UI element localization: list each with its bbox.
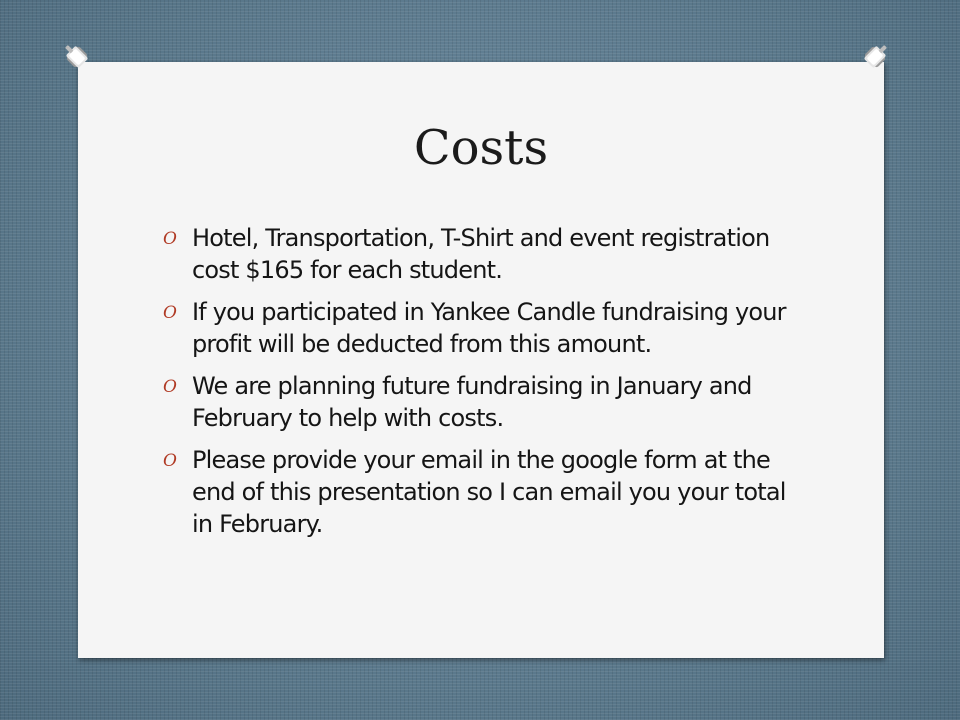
bullet-item-yankee-candle [163,296,803,360]
bullet-marker: O [163,451,177,471]
slide-title: Costs [413,120,549,176]
bullet-marker: O [163,229,177,249]
pushpin-icon [60,40,94,74]
bullet-marker: O [163,303,177,323]
bullet-text: Please provide your email in the google form at the end of this presentation so I can email you your total in February. [192,446,786,538]
bullet-item-hotel-cost [163,222,803,286]
bullet-marker: O [163,377,177,397]
bullet-text: If you participated in Yankee Candle fundraising your profit will be deducted from this amount. [192,298,786,358]
bullet-list [163,222,803,550]
bullet-item-provide-email [163,444,803,540]
pushpin-icon [858,40,892,74]
bullet-text: We are planning future fundraising in January and February to help with costs. [192,372,752,432]
bullet-text: Hotel, Transportation, T-Shirt and event registration cost $165 for each student. [192,224,770,284]
bullet-item-future-fundraising [163,370,803,434]
